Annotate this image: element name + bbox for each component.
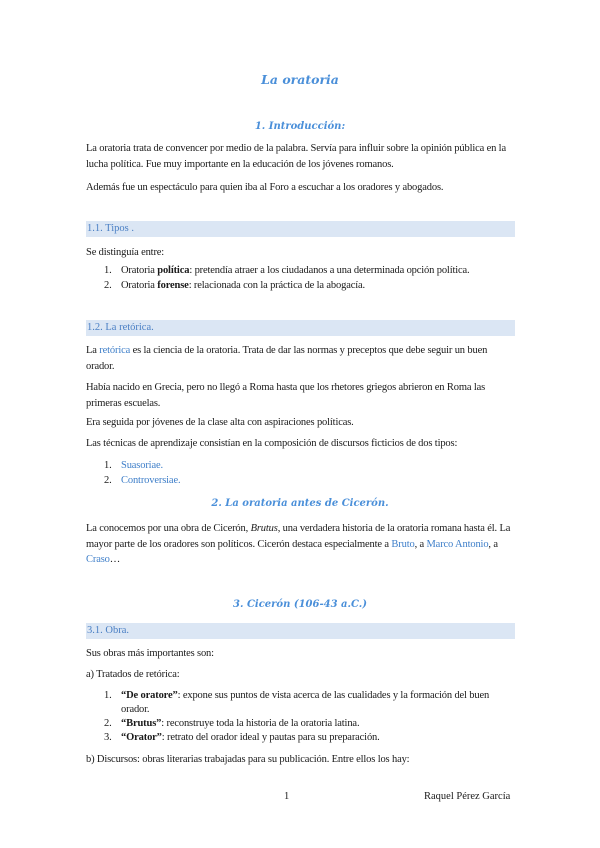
text: La conocemos por una obra de Cicerón, xyxy=(86,523,251,534)
list-number: 1. xyxy=(104,460,112,471)
list-bold: “De oratore” xyxy=(121,690,178,701)
text: , una verdadera historia de la oratoria romana hasta él. La mayor parte de los oradores son políticos. Cicerón destaca especialmente a xyxy=(86,523,511,550)
link-bruto[interactable]: Bruto xyxy=(391,538,415,550)
paragraph-retorica-2: Había nacido en Grecia, pero no llegó a Roma hasta que los rhetores griegos abrieron en Roma las primeras escuelas. xyxy=(86,382,486,409)
text-italic: Brutus xyxy=(250,523,278,534)
paragraph-obras-intro: Sus obras más importantes son: xyxy=(86,648,214,659)
paragraph-discursos: b) Discursos: obras literarias trabajadas para su publicación. Entre ellos los hay: xyxy=(86,754,410,765)
list-number: 2. xyxy=(104,280,112,291)
list-number: 3. xyxy=(104,732,112,743)
section-heading-introduccion: 1. Introducción: xyxy=(254,121,346,132)
subheading-obra: 3.1. Obra. xyxy=(86,623,515,639)
footer-author: Raquel Pérez García xyxy=(424,791,511,802)
paragraph-retorica-1 xyxy=(86,343,516,374)
list-bold: forense xyxy=(157,280,189,291)
list-number: 2. xyxy=(104,718,112,729)
list-text: : pretendía atraer a los ciudadanos a una determinada opción política. xyxy=(189,265,470,276)
list-text: Oratoria xyxy=(121,265,158,276)
list-number: 1. xyxy=(104,690,112,701)
text: , a xyxy=(414,538,427,550)
paragraph-retorica-4: Las técnicas de aprendizaje consistían en la composición de discursos ficticios de dos tipos: xyxy=(86,438,458,449)
section-heading-ciceron: 3. Cicerón (106-43 a.C.) xyxy=(233,599,367,610)
paragraph-intro-1: La oratoria trata de convencer por medio de la palabra. Servía para influir sobre la opinión pública en la lucha política. Fue muy importante en la educación de los jóvenes romanos. xyxy=(86,143,506,170)
subheading-tipos: 1.1. Tipos . xyxy=(86,221,515,237)
list-text: : relacionada con la práctica de la abogacía. xyxy=(188,280,365,291)
paragraph-antes-ciceron xyxy=(86,521,516,568)
list-number: 1. xyxy=(104,265,112,276)
link-marco-antonio[interactable]: Marco Antonio xyxy=(426,538,489,550)
list-bold: “Brutus” xyxy=(121,718,162,729)
list-text: : retrato del orador ideal y pautas para su preparación. xyxy=(161,732,380,743)
text: es la ciencia de la oratoria. Trata de dar las normas y preceptos que debe seguir un buen orador. xyxy=(86,345,488,372)
link-craso[interactable]: Craso xyxy=(86,554,110,565)
list-text: : reconstruye toda la historia de la oratoria latina. xyxy=(161,718,360,729)
page-number: 1 xyxy=(284,791,290,802)
paragraph-retorica-3: Era seguida por jóvenes de la clase alta con aspiraciones políticas. xyxy=(86,417,354,428)
list-number: 2. xyxy=(104,475,112,486)
paragraph-tratados: a) Tratados de retórica: xyxy=(86,669,180,680)
list-text: Oratoria xyxy=(121,280,158,291)
document-title: La oratoria xyxy=(261,72,339,87)
subheading-retorica: 1.2. La retórica. xyxy=(86,320,515,336)
list-text: : expone sus puntos de vista acerca de las cualidades y la formación del buen orador. xyxy=(121,690,490,715)
text: , a xyxy=(488,538,498,550)
text: La xyxy=(86,345,100,356)
link-retorica[interactable]: retórica xyxy=(99,345,131,356)
paragraph-tipos-intro: Se distinguía entre: xyxy=(86,247,165,258)
section-heading-antes-ciceron: 2. La oratoria antes de Cicerón. xyxy=(211,498,389,509)
list-bold: política xyxy=(157,265,190,276)
paragraph-intro-2: Además fue un espectáculo para quien iba al Foro a escuchar a los oradores y abogados. xyxy=(86,182,444,193)
text: … xyxy=(109,554,121,565)
list-bold: “Orator” xyxy=(121,732,162,743)
link-suasoriae[interactable]: Suasoriae. xyxy=(121,460,163,471)
link-controversiae[interactable]: Controversiae. xyxy=(121,475,181,486)
